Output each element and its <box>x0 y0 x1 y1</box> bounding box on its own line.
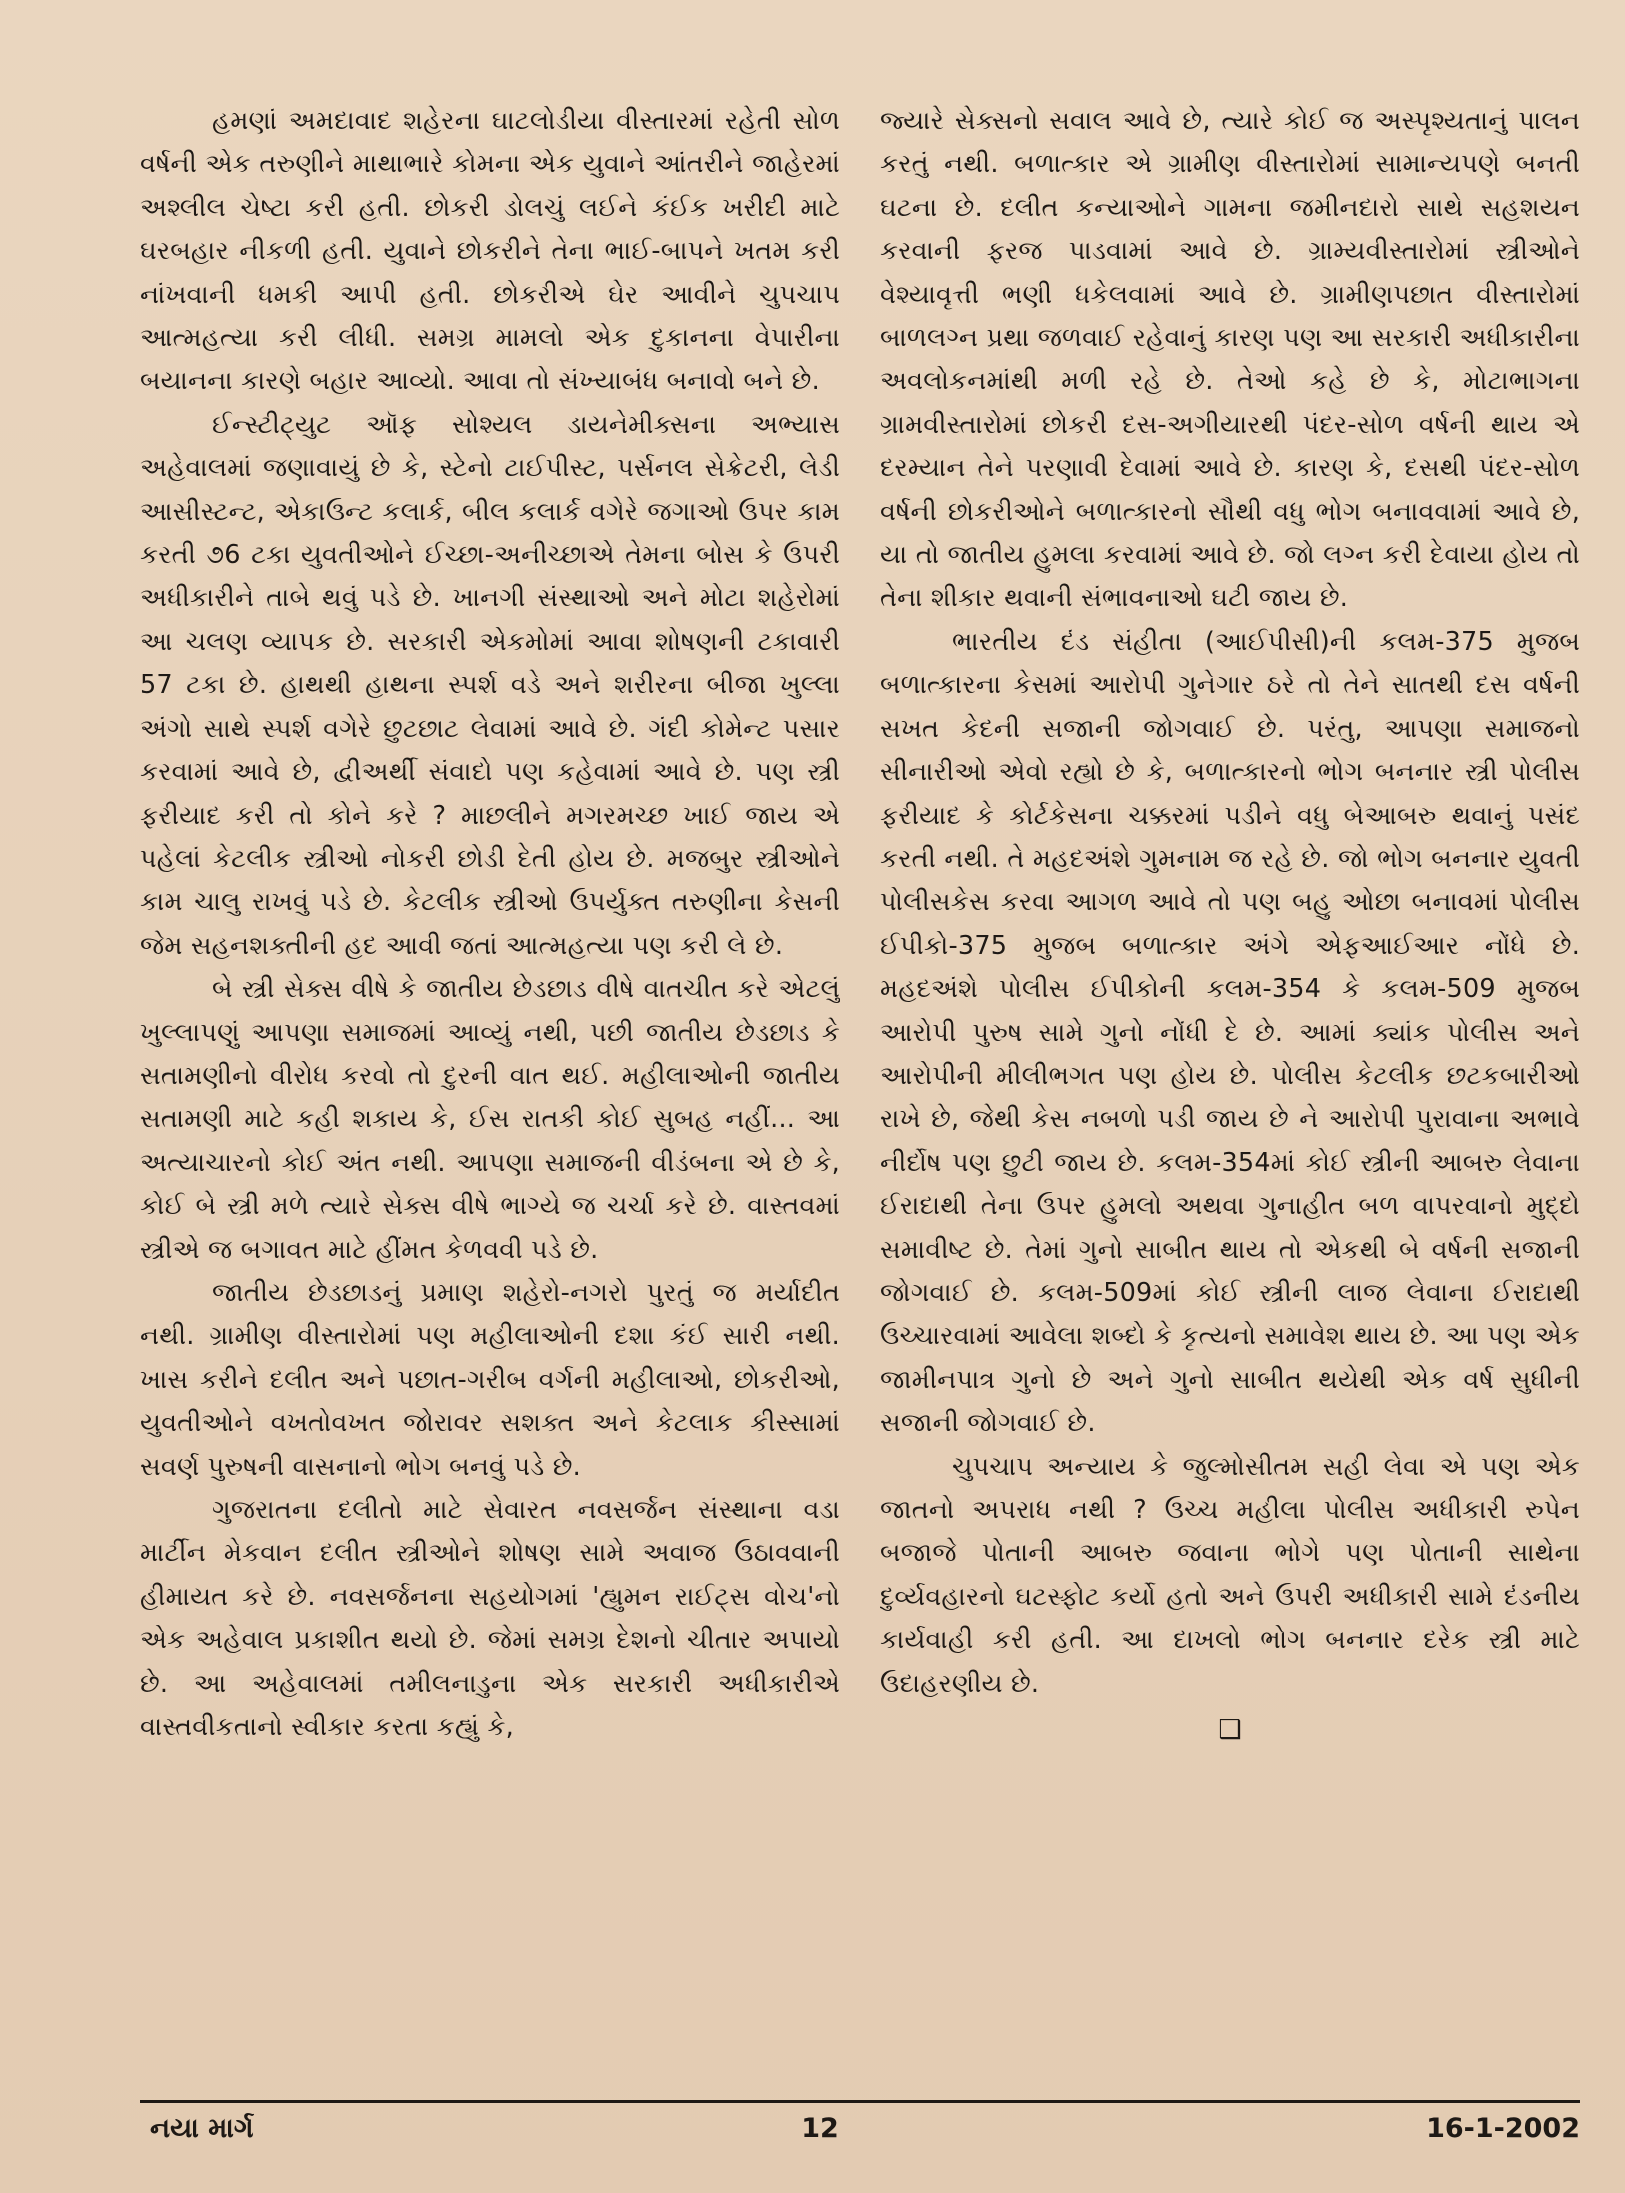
publication-name: નયા માર્ગ <box>150 2113 254 2144</box>
paragraph: ઈન્સ્ટીટ્યુટ ઑફ સોશ્યલ ડાયનેમીક્સના અભ્યાસ અહેવાલમાં જણાવાયું છે કે, સ્ટેનો ટાઈપીસ્ટ, પર્સનલ સેક્રેટરી, લેડી આસીસ્ટન્ટ, એકાઉન્ટ કલાર્ક, બીલ કલાર્ક વગેરે જગાઓ ઉપર કામ કરતી ૭6 ટકા યુવતીઓને ઈચ્છા-અનીચ્છાએ તેમના બોસ કે ઉપરી અધીકારીને તાબે થવું પડે છે. ખાનગી સંસ્થાઓ અને મોટા શહેરોમાં આ ચલણ વ્યાપક છે. સરકારી એકમોમાં આવા શોષણની ટકાવારી 57 ટકા છે. હાથથી હાથના સ્પર્શ વડે અને શરીરના બીજા ખુલ્લા અંગો સાથે સ્પર્શ વગેરે છુટછાટ લેવામાં આવે છે. ગંદી કોમેન્ટ પસાર કરવામાં આવે છે, દ્વીઅર્થી સંવાદો પણ કહેવામાં આવે છે. પણ સ્ત્રી ફરીયાદ કરી તો કોને કરે ? માછલીને મગરમચ્છ ખાઈ જાય એ પહેલાં કેટલીક સ્ત્રીઓ નોકરી છોડી દેતી હોય છે. મજબુર સ્ત્રીઓને કામ ચાલુ રાખવું પડે છે. કેટલીક સ્ત્રીઓ ઉપર્યુક્ત તરુણીના કેસની જેમ સહનશક્તીની હદ આવી જતાં આત્મહત્યા પણ કરી લે છે. <box>140 409 840 961</box>
issue-date: 16-1-2002 <box>1426 2113 1580 2144</box>
page-number: 12 <box>801 2113 839 2144</box>
right-column <box>880 100 1580 2070</box>
paragraph: હમણાં અમદાવાદ શહેરના ઘાટલોડીયા વીસ્તારમાં રહેતી સોળ વર્ષની એક તરુણીને માથાભારે કોમના એક યુવાને આંતરીને જાહેરમાં અશ્લીલ ચેષ્ટા કરી હતી. છોકરી ડોલચું લઈને કંઈક ખરીદી માટે ઘરબહાર નીકળી હતી. યુવાને છોકરીને તેના ભાઈ-બાપને ખતમ કરી નાંખવાની ધમકી આપી હતી. છોકરીએ ઘેર આવીને ચુપચાપ આત્મહત્યા કરી લીધી. સમગ્ર મામલો એક દુકાનના વેપારીના બયાનના કારણે બહાર આવ્યો. આવા તો સંખ્યાબંધ બનાવો બને છે. <box>140 106 840 397</box>
paragraph: જાતીય છેડછાડનું પ્રમાણ શહેરો-નગરો પુરતું જ મર્યાદીત નથી. ગ્રામીણ વીસ્તારોમાં પણ મહીલાઓની દશા કંઈ સારી નથી. ખાસ કરીને દલીત અને પછાત-ગરીબ વર્ગની મહીલાઓ, છોકરીઓ, યુવતીઓને વખતોવખત જોરાવર સશક્ત અને કેટલાક કીસ્સામાં સવર્ણ પુરુષની વાસનાનો ભોગ બનવું પડે છે. <box>140 1277 840 1482</box>
paragraph: ચુપચાપ અન્યાય કે જુલ્મોસીતમ સહી લેવા એ પણ એક જાતનો અપરાધ નથી ? ઉચ્ચ મહીલા પોલીસ અધીકારી રુપેન બજાજે પોતાની આબરુ જવાના ભોગે પણ પોતાની સાથેના દુર્વ્યવહારનો ઘટસ્ફોટ કર્યો હતો અને ઉપરી અધીકારી સામે દંડનીય કાર્યવાહી કરી હતી. આ દાખલો ભોગ બનનાર દરેક સ્ત્રી માટે ઉદાહરણીય છે. <box>880 1451 1580 1699</box>
paragraph: ભારતીય દંડ સંહીતા (આઈપીસી)ની કલમ-375 મુજબ બળાત્કારના કેસમાં આરોપી ગુનેગાર ઠરે તો તેને સાતથી દસ વર્ષની સખત કેદની સજાની જોગવાઈ છે. પરંતુ, આપણા સમાજનો સીનારીઓ એવો રહ્યો છે કે, બળાત્કારનો ભોગ બનનાર સ્ત્રી પોલીસ ફરીયાદ કે કોર્ટકેસના ચક્કરમાં પડીને વધુ બેઆબરુ થવાનું પસંદ કરતી નથી. તે મહદઅંશે ગુમનામ જ રહે છે. જો ભોગ બનનાર યુવતી પોલીસકેસ કરવા આગળ આવે તો પણ બહુ ઓછા બનાવમાં પોલીસ ઈપીકો-375 મુજબ બળાત્કાર અંગે એફઆઈઆર નોંધે છે. મહદઅંશે પોલીસ ઈપીકોની કલમ-354 કે કલમ-509 મુજબ આરોપી પુરુષ સામે ગુનો નોંધી દે છે. આમાં ક્યાંક પોલીસ અને આરોપીની મીલીભગત પણ હોય છે. પોલીસ કેટલીક છટકબારીઓ રાખે છે, જેથી કેસ નબળો પડી જાય છે ને આરોપી પુરાવાના અભાવે નીર્દોષ પણ છુટી જાય છે. કલમ-354માં કોઈ સ્ત્રીની આબરુ લેવાના ઈરાદાથી તેના ઉપર હુમલો અથવા ગુનાહીત બળ વાપરવાનો મુદ્દો સમાવીષ્ટ છે. તેમાં ગુનો સાબીત થાય તો એકથી બે વર્ષની સજાની જોગવાઈ છે. કલમ-509માં કોઈ સ્ત્રીની લાજ લેવાના ઈરાદાથી ઉચ્ચારવામાં આવેલા શબ્દો કે કૃત્યનો સમાવેશ થાય છે. આ પણ એક જામીનપાત્ર ગુનો છે અને ગુનો સાબીત થયેથી એક વર્ષ સુધીની સજાની જોગવાઈ છે. <box>880 626 1580 1439</box>
end-of-article-mark: ❑ <box>1218 1715 1242 1746</box>
left-column <box>140 100 840 2070</box>
paragraph: બે સ્ત્રી સેક્સ વીષે કે જાતીય છેડછાડ વીષે વાતચીત કરે એટલું ખુલ્લાપણું આપણા સમાજમાં આવ્યું નથી, પછી જાતીય છેડછાડ કે સતામણીનો વીરોધ કરવો તો દુરની વાત થઈ. મહીલાઓની જાતીય સતામણી માટે કહી શકાય કે, ઈસ રાતકી કોઈ સુબહ નહીં... આ અત્યાચારનો કોઈ અંત નથી. આપણા સમાજની વીડંબના એ છે કે, કોઈ બે સ્ત્રી મળે ત્યારે સેક્સ વીષે ભાગ્યે જ ચર્ચા કરે છે. વાસ્તવમાં સ્ત્રીએ જ બગાવત માટે હીંમત કેળવવી પડે છે. <box>140 974 840 1265</box>
paragraph: જ્યારે સેક્સનો સવાલ આવે છે, ત્યારે કોઈ જ અસ્પૃશ્યતાનું પાલન કરતું નથી. બળાત્કાર એ ગ્રામીણ વીસ્તારોમાં સામાન્યપણે બનતી ઘટના છે. દલીત કન્યાઓને ગામના જમીનદારો સાથે સહશયન કરવાની ફરજ પાડવામાં આવે છે. ગ્રામ્યવીસ્તારોમાં સ્ત્રીઓને વેશ્યાવૃત્તી ભણી ધકેલવામાં આવે છે. ગ્રામીણપછાત વીસ્તારોમાં બાળલગ્ન પ્રથા જળવાઈ રહેવાનું કારણ પણ આ સરકારી અધીકારીના અવલોકનમાંથી મળી રહે છે. તેઓ કહે છે કે, મોટાભાગના ગ્રામવીસ્તારોમાં છોકરી દસ-અગીયારથી પંદર-સોળ વર્ષની થાય એ દરમ્યાન તેને પરણાવી દેવામાં આવે છે. કારણ કે, દસથી પંદર-સોળ વર્ષની છોકરીઓને બળાત્કારનો સૌથી વધુ ભોગ બનાવવામાં આવે છે, યા તો જાતીય હુમલા કરવામાં આવે છે. જો લગ્ન કરી દેવાયા હોય તો તેના શીકાર થવાની સંભાવનાઓ ઘટી જાય છે. <box>880 106 1580 614</box>
article-body <box>140 100 1580 2070</box>
footer-rule <box>140 2100 1580 2103</box>
paragraph: ગુજરાતના દલીતો માટે સેવારત નવસર્જન સંસ્થાના વડા માર્ટીન મેકવાન દલીત સ્ત્રીઓને શોષણ સામે અવાજ ઉઠાવવાની હીમાયત કરે છે. નવસર્જનના સહયોગમાં 'હ્યુમન રાઈટ્સ વોચ'નો એક અહેવાલ પ્રકાશીત થયો છે. જેમાં સમગ્ર દેશનો ચીતાર અપાયો છે. આ અહેવાલમાં તમીલનાડુના એક સરકારી અધીકારીએ વાસ્તવીકતાનો સ્વીકાર કરતા કહ્યું કે, <box>140 1495 840 1743</box>
